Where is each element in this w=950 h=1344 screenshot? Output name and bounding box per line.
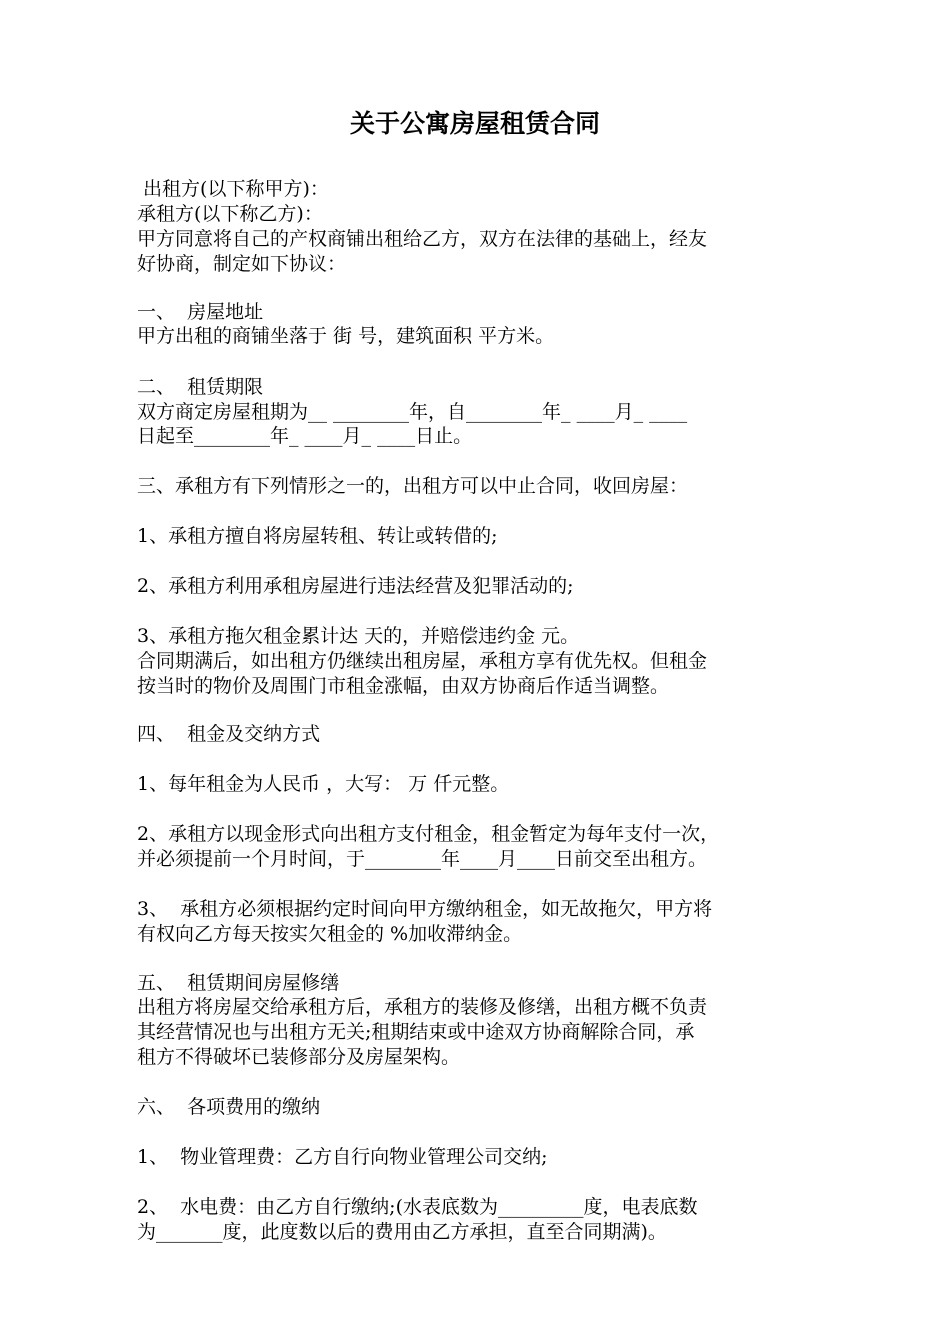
section-heading-6: 六、 各项费用的缴纳 <box>137 1096 321 1118</box>
clause-line: 1、承租方擅自将房屋转租、转让或转借的; <box>137 525 498 547</box>
clause-line: 并必须提前一个月时间，于________年____月____日前交至出租方。 <box>137 848 708 870</box>
section-heading-3: 三、承租方有下列情形之一的，出租方可以中止合同，收回房屋： <box>137 475 689 497</box>
lessee-line: 承租方(以下称乙方)： <box>137 203 323 225</box>
section-heading-1: 一、 房屋地址 <box>137 301 264 323</box>
clause-line: 有权向乙方每天按实欠租金的 %加收滞纳金。 <box>137 923 523 945</box>
section-heading-4: 四、 租金及交纳方式 <box>137 723 321 745</box>
section-heading-2: 二、 租赁期限 <box>137 376 264 398</box>
lessor-line: 出租方(以下称甲方)： <box>137 178 329 200</box>
paragraph-line: 按当时的物价及周围门市租金涨幅，由双方协商后作适当调整。 <box>137 675 670 697</box>
paragraph-line: 租方不得破坏已装修部分及房屋架构。 <box>137 1046 461 1068</box>
clause-line: 3、承租方拖欠租金累计达 天的，并赔偿违约金 元。 <box>137 625 580 647</box>
paragraph-line: 其经营情况也与出租方无关;租期结束或中途双方协商解除合同，承 <box>137 1021 695 1043</box>
section-heading-5: 五、 租赁期间房屋修缮 <box>137 972 340 994</box>
clause-line: 2、 水电费：由乙方自行缴纳;(水表底数为_________度，电表底数 <box>137 1196 698 1218</box>
paragraph-line: 甲方出租的商铺坐落于 街 号，建筑面积 平方米。 <box>137 325 555 347</box>
intro-line: 好协商，制定如下协议： <box>137 253 347 275</box>
paragraph-line: 双方商定房屋租期为__ ________年，自________年_ ____月_ ____ <box>137 401 688 423</box>
paragraph-line: 日起至________年_ ____月_ ____日止。 <box>137 425 473 447</box>
clause-line: 3、 承租方必须根据约定时间向甲方缴纳租金，如无故拖欠，甲方将 <box>137 898 713 920</box>
clause-line: 2、承租方利用承租房屋进行违法经营及犯罪活动的; <box>137 575 574 597</box>
intro-line: 甲方同意将自己的产权商铺出租给乙方，双方在法律的基础上，经友 <box>137 228 708 250</box>
clause-line: 1、每年租金为人民币 ，大写： 万 仟元整。 <box>137 773 510 795</box>
clause-line: 为_______度，此度数以后的费用由乙方承担，直至合同期满)。 <box>137 1221 667 1243</box>
clause-line: 1、 物业管理费：乙方自行向物业管理公司交纳; <box>137 1146 548 1168</box>
paragraph-line: 合同期满后，如出租方仍继续出租房屋，承租方享有优先权。但租金 <box>137 650 708 672</box>
paragraph-line: 出租方将房屋交给承租方后，承租方的装修及修缮，出租方概不负责 <box>137 996 708 1018</box>
document-title: 关于公寓房屋租赁合同 <box>349 109 600 138</box>
clause-line: 2、承租方以现金形式向出租方支付租金，租金暂定为每年支付一次， <box>137 823 720 845</box>
